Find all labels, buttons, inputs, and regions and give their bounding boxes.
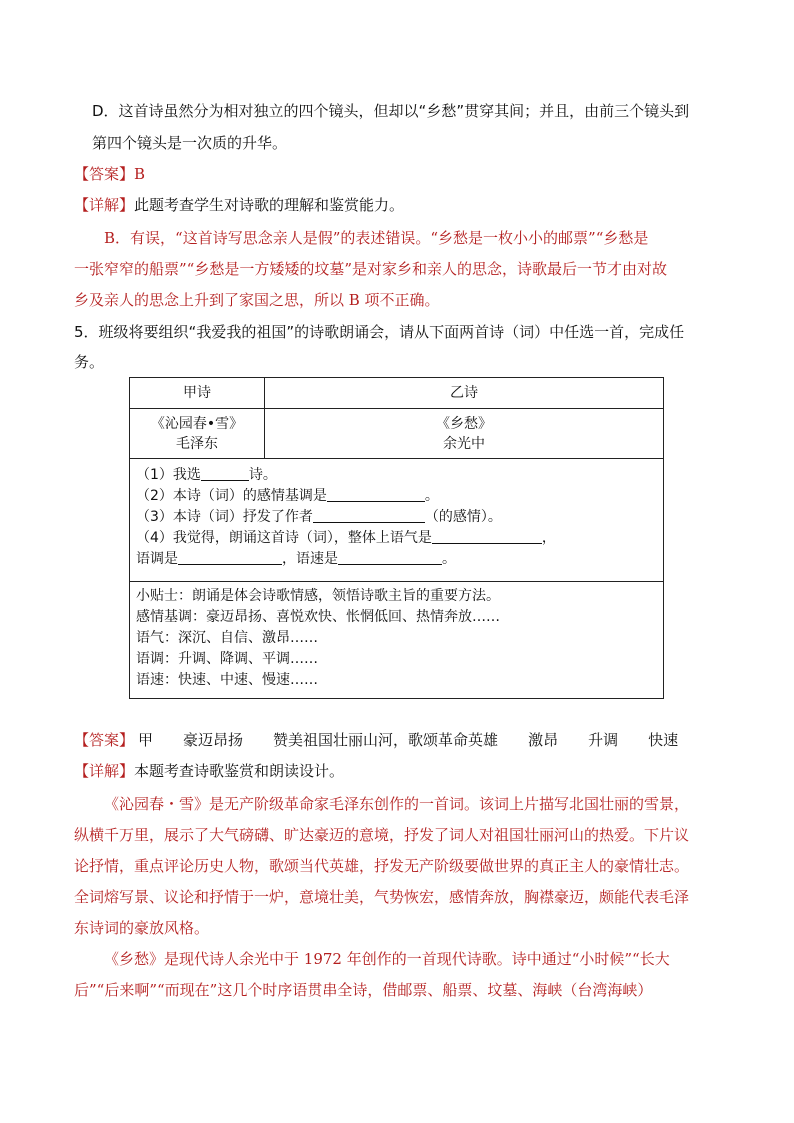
- poem-b-title: 《乡愁》: [436, 415, 492, 432]
- task-5-label: 语调是: [136, 551, 178, 567]
- task-1-blank[interactable]: [201, 465, 249, 481]
- task-2: [136, 486, 657, 507]
- q5-answer-4: 激昂: [528, 731, 559, 749]
- tip-emotion: 感情基调：豪迈昂扬、喜悦欢快、怅惘低回、热情奔放……: [136, 609, 500, 625]
- task-4-suffix: ，: [541, 530, 556, 546]
- option-d-line-2: 第四个镜头是一次质的升华。: [92, 134, 288, 152]
- q5-detail-row: [74, 761, 344, 781]
- detail-text: 此题考查学生对诗歌的理解和鉴赏能力。: [134, 196, 405, 214]
- task-3-label: （3）本诗（词）抒发了作者: [136, 509, 313, 525]
- task-2-blank[interactable]: [327, 486, 425, 502]
- explain-line-3: 乡及亲人的思念上升到了家国之思，所以 B 项不正确。: [74, 291, 440, 309]
- task-3-blank[interactable]: [313, 507, 425, 523]
- task-4: [136, 528, 657, 549]
- para-1-line-4: 全词熔写景、议论和抒情于一炉，意境壮美，气势恢宏，感情奔放，胸襟豪迈，颇能代表毛泽: [74, 888, 690, 906]
- option-d-line-1: D．这首诗虽然分为相对独立的四个镜头，但却以“乡愁”贯穿其间；并且，由前三个镜头到: [92, 102, 690, 120]
- tasks-cell: [130, 459, 664, 582]
- tip-intonation: 语调：升调、降调、平调……: [136, 651, 318, 667]
- explain-line-1: B．有误，“这首诗写思念亲人是假”的表述错误。“乡愁是一枚小小的邮票”“乡愁是: [104, 229, 649, 247]
- task-table: [129, 377, 664, 699]
- tip-title: 小贴士：朗诵是体会诗歌情感，领悟诗歌主旨的重要方法。: [136, 588, 500, 604]
- q5-answer-5: 升调: [588, 731, 619, 749]
- para-1-line-1: 《沁园春・雪》是无产阶级革命家毛泽东创作的一首词。该词上片描写北国壮丽的雪景，: [104, 795, 690, 813]
- answer-row: [74, 164, 145, 184]
- q5-answer-row: [74, 730, 708, 750]
- col-header-a: 甲诗: [130, 378, 265, 409]
- q5-answer-1: 甲: [138, 731, 154, 749]
- tip-speed: 语速：快速、中速、慢速……: [136, 672, 318, 688]
- poem-a-cell: [130, 409, 265, 459]
- explain-line-2: 一张窄窄的船票”“乡愁是一方矮矮的坟墓”是对家乡和亲人的思念，诗歌最后一节才由对故: [74, 260, 668, 278]
- q5-detail-text: 本题考查诗歌鉴赏和朗读设计。: [134, 762, 345, 780]
- q5-answer-tag: 【答案】: [74, 731, 135, 749]
- task-4-label: （4）我觉得，朗诵这首诗（词），整体上语气是: [136, 530, 432, 546]
- para-2-line-1: 《乡愁》是现代诗人余光中于 1972 年创作的一首现代诗歌。诗中通过“小时候”“长大: [104, 950, 670, 968]
- task-2-suffix: 。: [424, 488, 439, 504]
- task-1: [136, 465, 657, 486]
- task-5-blank-b[interactable]: [338, 549, 442, 565]
- poem-b-author: 余光中: [443, 435, 485, 452]
- task-5-suffix: 。: [442, 551, 456, 567]
- task-1-label: （1）我选: [136, 467, 201, 483]
- q5-answer-6: 快速: [648, 731, 679, 749]
- task-3-suffix: （的感情）。: [424, 509, 502, 525]
- detail-tag: 【详解】: [74, 196, 135, 214]
- task-5-blank-a[interactable]: [178, 549, 282, 565]
- tip-tone: 语气：深沉、自信、激昂……: [136, 630, 318, 646]
- q5-stem-line-2: 务。: [74, 353, 105, 371]
- q5-detail-tag: 【详解】: [74, 762, 135, 780]
- q5-answer-3: 赞美祖国壮丽山河，歌颂革命英雄: [273, 731, 499, 749]
- q5-answer-2: 豪迈昂扬: [183, 731, 244, 749]
- detail-row: [74, 195, 404, 215]
- answer-tag: 【答案】: [74, 165, 135, 183]
- task-5-mid: ，语速是: [282, 551, 338, 567]
- poem-a-author: 毛泽东: [176, 435, 218, 452]
- task-4-blank[interactable]: [432, 528, 542, 544]
- answer-value: B: [134, 165, 146, 183]
- para-1-line-3: 论抒情，重点评论历史人物，歌颂当代英雄，抒发无产阶级要做世界的真正主人的豪情壮志。: [74, 857, 690, 875]
- task-2-label: （2）本诗（词）的感情基调是: [136, 488, 327, 504]
- tips-cell: [130, 582, 664, 699]
- poem-a-title: 《沁园春•雪》: [150, 415, 244, 432]
- para-1-line-5: 东诗词的豪放风格。: [74, 919, 210, 937]
- task-5: [136, 549, 657, 570]
- task-1-suffix: 诗。: [248, 467, 277, 483]
- poem-b-cell: [265, 409, 664, 459]
- para-1-line-2: 纵横千万里，展示了大气磅礴、旷达豪迈的意境，抒发了词人对祖国壮丽河山的热爱。下片议: [74, 826, 690, 844]
- q5-stem-line-1: 5．班级将要组织“我爱我的祖国”的诗歌朗诵会，请从下面两首诗（词）中任选一首，完成任: [74, 323, 685, 341]
- para-2-line-2: 后”“后来啊”“而现在”这几个时序语贯串全诗，借邮票、船票、坟墓、海峡（台湾海峡）: [74, 981, 653, 999]
- col-header-b: 乙诗: [265, 378, 664, 409]
- task-3: [136, 507, 657, 528]
